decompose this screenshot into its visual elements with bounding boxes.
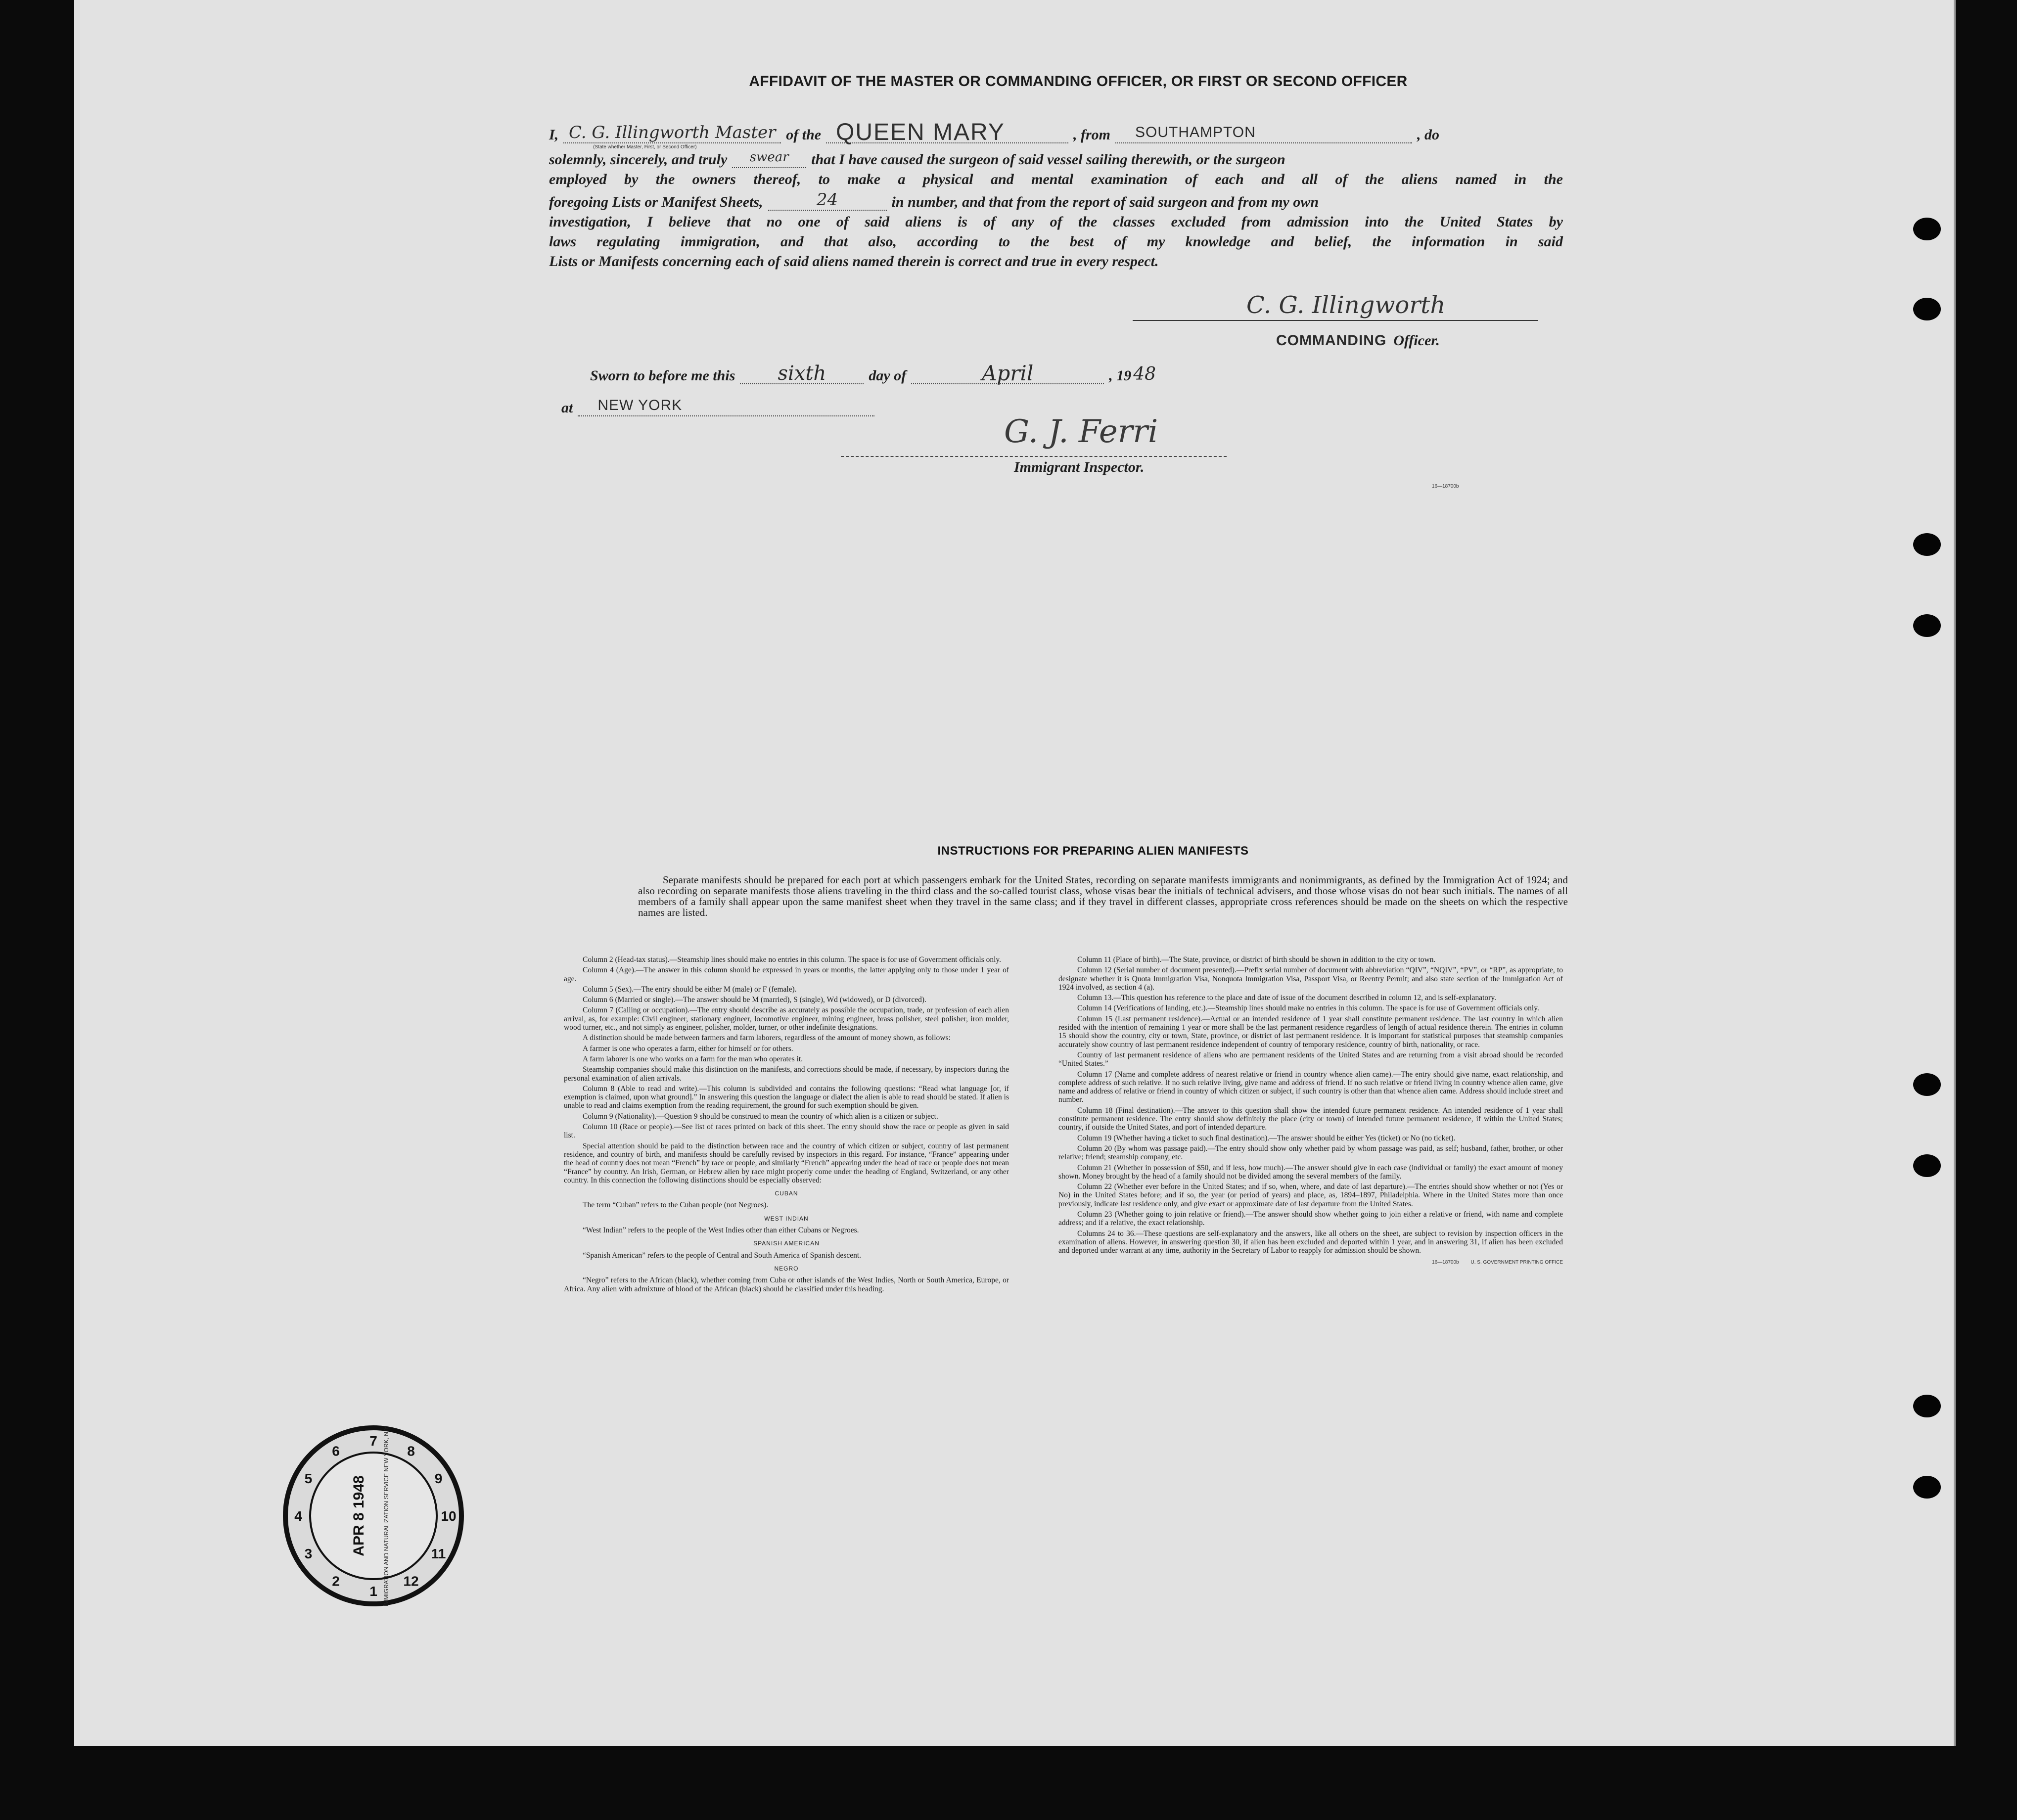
binder-hole xyxy=(1913,218,1941,240)
heading-spanish-american: SPANISH AMERICAN xyxy=(753,1240,820,1247)
west-indian-definition: “West Indian” refers to the people of the West Indies other than either Cubans or Negroes. xyxy=(583,1226,859,1235)
sheet-count-field: 24 xyxy=(768,190,887,211)
stamp-ring-digit: 5 xyxy=(304,1471,313,1486)
right-paragraph: Column 18 (Final destination).—The answer to this question shall show the intended future permanent residence. An intended residence of 1 year shall constitute permanent residence. The entry should show definitely the place (city or town) of intended future permanent residence, if within the United States; country, if outside the United States, and port of intended departure. xyxy=(1058,1106,1563,1132)
stamp-ring-digit: 12 xyxy=(403,1573,419,1589)
binder-hole xyxy=(1913,1395,1941,1417)
left-paragraph: Column 4 (Age).—The answer in this column should be expressed in years or months, the latter applying only to those under 1 year of age. xyxy=(564,966,1009,983)
left-paragraph: Column 8 (Able to read and write).—This column is subdivided and contains the following questions: “Read what language [or, if exemption is claimed, upon what ground].” In answering this question the language or dialect the alien is able to read should be stated. If alien is unable to read and claims exemption from the reading requirement, the ground for such exemption should be given. xyxy=(564,1084,1009,1110)
stamp-ring-digit: 9 xyxy=(434,1471,443,1486)
footer-printing-office: U. S. GOVERNMENT PRINTING OFFICE xyxy=(1470,1259,1563,1265)
right-paragraph: Column 14 (Verifications of landing, etc.).—Steamship lines should make no entries in this column. The space is for use of Government officials only. xyxy=(1077,1004,1539,1013)
right-paragraph: Column 13.—This question has reference to the place and date of issue of the document described in column 12, and is self-explanatory. xyxy=(1077,994,1496,1002)
right-paragraph: Columns 24 to 36.—These questions are self-explanatory and the answers, like all others on the sheet, are subject to revision by inspection officers in the examination of aliens. However, in answering question 30, if alien has been excluded and deported within 1 year, and in answering 31, if alien has been excluded and deported under warrant at any time, authority in the Secretary of Labor to reapply for admission should be shown. xyxy=(1058,1229,1563,1255)
stamp-date: APR 8 1948 xyxy=(351,1475,367,1556)
vessel-name: QUEEN MARY xyxy=(826,123,1068,143)
stamp-ring-digit: 4 xyxy=(294,1508,302,1524)
officer-title: COMMANDING Officer. xyxy=(1276,332,1440,349)
sworn-day-field: sixth xyxy=(740,364,864,384)
sworn-place-field: NEW YORK xyxy=(578,396,874,416)
oath-field: swear xyxy=(732,147,806,168)
stamp-text: IMMIGRATION AND NATURALIZATION SERVICE NEW YORK, N.Y. xyxy=(383,1425,390,1607)
sworn-line: Sworn to before me this sixth day of April , 19 48 xyxy=(590,361,1156,385)
port-name: SOUTHAMPTON xyxy=(1115,123,1412,143)
binder-hole xyxy=(1913,1476,1941,1499)
stamp-ring-digit: 8 xyxy=(407,1443,415,1459)
cuban-definition: The term “Cuban” refers to the Cuban people (not Negroes). xyxy=(583,1201,769,1210)
right-paragraph: Column 23 (Whether going to join relative or friend).—The answer should show whether going to join either a relative or friend, with name and complete address; and if a relative, the exact relationship. xyxy=(1058,1210,1563,1228)
affidavit-body xyxy=(549,119,1563,270)
left-paragraph: Column 5 (Sex).—The entry should be either M (male) or F (female). xyxy=(583,985,797,994)
instructions-footer xyxy=(1058,1257,1563,1267)
right-paragraph: Column 15 (Last permanent residence).—Actual or an intended residence of 1 year shall constitute permanent residence. The last country in which alien resided with the intention of remaining 1 year or more shall be the last permanent residence regardless of length of actual residence therein. The entries in column 15 should show the country, city or town, State, province, or district of last permanent residence. It is important for statistical purposes that steamship companies accurately show country of last permanent residence independent of country of temporary residence, country of birth, nationality, or race. xyxy=(1058,1014,1563,1049)
binder-hole xyxy=(1913,614,1941,637)
left-paragraph: Steamship companies should make this distinction on the manifests, and corrections should be made, if necessary, by inspectors during the personal examination of alien arrivals. xyxy=(564,1065,1009,1083)
left-paragraph: Column 9 (Nationality).—Question 9 should be construed to mean the country of which alien is a citizen or subject. xyxy=(583,1112,938,1121)
document-page xyxy=(74,0,1956,1746)
sworn-month-field: April xyxy=(911,364,1104,384)
binder-hole xyxy=(1913,298,1941,320)
stamp-graphic xyxy=(282,1424,465,1607)
right-paragraph: Column 17 (Name and complete address of nearest relative or friend in country whence alien came).—The entry should give name, exact relationship, and complete address of such relative. If no such relative living, give name and address of friend. If no such relative or friend living in country whence alien came, give name and address of relative or friend in country of which citizen or subject, if such country is other than that whence alien came. Address should include street and number. xyxy=(1058,1070,1563,1104)
stamp-ring-digit: 1 xyxy=(369,1584,377,1599)
right-paragraph: Column 22 (Whether ever before in the United States; and if so, when, where, and date of last departure).—The entries should show whether or not (Yes or No) in the United States before; and if so, the year (or period of years) and place, as, 1894–1897, Philadelphia. Where in the United States more than once previously, indicate last residence only, and give exact or approximate date of last departure from the United States. xyxy=(1058,1183,1563,1208)
right-paragraph: Column 19 (Whether having a ticket to such final destination).—The answer should be either Yes (ticket) or No (no ticket). xyxy=(1077,1134,1456,1142)
officer-name-field: C. G. Illingworth Master xyxy=(563,123,781,143)
right-paragraph: Column 20 (By whom was passage paid).—The entry should show only whether paid by whom passage was paid, as self; husband, father, brother, or other relative; friend; steamship company, etc. xyxy=(1058,1144,1563,1162)
left-paragraph: A farm laborer is one who works on a farm for the man who operates it. xyxy=(583,1054,803,1063)
inspector-label: Immigrant Inspector. xyxy=(1014,459,1145,475)
form-code: 16—18700b xyxy=(1432,484,1459,489)
inspector-signature-line xyxy=(841,413,1227,457)
affidavit-line-7: Lists or Manifests concerning each of said aliens named therein is correct and true in every respect. xyxy=(549,253,1159,270)
immigration-date-stamp xyxy=(282,1424,465,1607)
sworn-year: 48 xyxy=(1133,364,1156,384)
left-paragraph: Special attention should be paid to the distinction between race and the country of which citizen or subject, country of last permanent residence, and country of birth, and manifests should be carefully revised by inspectors in this regard. For instance, “France” appearing under the head of country does not mean “French” by race or people, and similarly “French” appearing under the head of race or people does not mean “France” by country. An Irish, German, or Hebrew alien by race might properly come under the heading of England, Switzerland, or any other country. In this connection the following distinctions should be especially observed: xyxy=(564,1141,1009,1184)
instructions-intro: Separate manifests should be prepared for each port at which passengers embark for the United States, recording on separate manifests immigrants and nonimmigrants, as defined by the Immigration Act of 1924; and also recording on separate manifests those aliens traveling in the third class and the so-called tourist class, whose visas bear the initials of technical advisers, and those whose visas do not bear such initials. The names of all members of a family shall appear upon the same manifest sheet when they travel in the same class; and if they travel in different classes, appropriate cross references should be made on the sheets on which the respective names are listed. xyxy=(638,874,1568,918)
instructions-title: INSTRUCTIONS FOR PREPARING ALIEN MANIFESTS xyxy=(937,844,1249,858)
affidavit-line-1: I, C. G. Illingworth Master (State whether Master, First, or Second Officer) of the QUEEN MARY , from SOUTHAMPTON , do xyxy=(549,119,1440,150)
instructions-left-column xyxy=(564,956,1009,1295)
inspector-signature: G. J. Ferri xyxy=(1004,413,1158,450)
sworn-place-line: at NEW YORK xyxy=(561,396,879,416)
affidavit-line-2: solemnly, sincerely, and truly swear that I have caused the surgeon of said vessel sailing therewith, or the surgeon xyxy=(549,146,1563,168)
right-paragraph: Column 12 (Serial number of document presented).—Prefix serial number of document with abbreviation “QIV”, “NQIV”, “PV”, or “RP”, as appropriate, to designate whether it is Quota Immigration Visa, Nonquota Immigration Visa, Passport Visa, or Reentry Permit; and also state section of the Immigration Act of 1924 involved, as section 4 (a). xyxy=(1058,966,1563,992)
spanish-american-definition: “Spanish American” refers to the people of Central and South America of Spanish descent. xyxy=(583,1251,862,1260)
stamp-ring-digit: 3 xyxy=(304,1546,313,1561)
stamp-ring-digit: 6 xyxy=(332,1443,340,1459)
left-paragraph: Column 2 (Head-tax status).—Steamship lines should make no entries in this column. The space is for use of Government officials only. xyxy=(583,956,1002,964)
instructions-right-column xyxy=(1058,956,1563,1267)
stamp-ring-digit: 7 xyxy=(369,1433,377,1449)
affidavit-line-5: investigation, I believe that no one of said aliens is of any of the classes excluded from admission into the United States by xyxy=(549,214,1563,230)
right-paragraph: Country of last permanent residence of aliens who are permanent residents of the United States and are returning from a visit abroad should be recorded “United States.” xyxy=(1058,1050,1563,1068)
officer-note: (State whether Master, First, or Second Officer) xyxy=(593,144,697,150)
heading-cuban: CUBAN xyxy=(775,1190,798,1197)
heading-negro: NEGRO xyxy=(774,1265,799,1272)
left-paragraph: Column 7 (Calling or occupation).—The entry should describe as accurately as possible the occupation, trade, or profession of each alien arrival, as, for example: Civil engineer, stationary engineer, locomotive engineer, mining engineer, brass polisher, steel polisher, iron molder, wood turner, etc., and not simply as engineer, polisher, molder, turner, or other indefinite designations. xyxy=(564,1006,1009,1032)
right-paragraph: Column 11 (Place of birth).—The State, province, or district of birth should be shown in addition to the city or town. xyxy=(1077,956,1436,964)
stamp-ring-digit: 10 xyxy=(441,1508,457,1524)
binder-hole xyxy=(1913,1154,1941,1177)
affidavit-line-6: laws regulating immigration, and that also, according to the best of my knowledge and belief, the information in said xyxy=(549,233,1563,250)
stamp-ring-digit: 11 xyxy=(431,1546,446,1561)
left-paragraph: A farmer is one who operates a farm, either for himself or for others. xyxy=(583,1044,793,1053)
affidavit-title: AFFIDAVIT OF THE MASTER OR COMMANDING OFFICER, OR FIRST OR SECOND OFFICER xyxy=(749,73,1408,90)
master-signature: C. G. Illingworth xyxy=(1246,291,1446,319)
left-paragraph: Column 6 (Married or single).—The answer should be M (married), S (single), Wd (widowed), or D (divorced). xyxy=(583,996,926,1004)
commanding-stamp: COMMANDING xyxy=(1276,332,1387,349)
affidavit-line-3: employed by the owners thereof, to make a physical and mental examination of each and all of the aliens named in the xyxy=(549,171,1563,187)
right-paragraph: Column 21 (Whether in possession of $50, and if less, how much).—The answer should give in each case (individual or family) the exact amount of money shown. Money brought by the head of a family should not be divided among the several members of the family. xyxy=(1058,1163,1563,1181)
heading-west-indian: WEST INDIAN xyxy=(764,1215,809,1222)
left-paragraph: A distinction should be made between farmers and farm laborers, regardless of the amount of money shown, as follows: xyxy=(583,1034,951,1043)
negro-definition: “Negro” refers to the African (black), whether coming from Cuba or other islands of the West Indies, North or South America, Europe, or Africa. Any alien with admixture of blood of the African (black) should be classified under this heading. xyxy=(564,1276,1009,1293)
affidavit-line-4: foregoing Lists or Manifest Sheets, 24 in number, and that from the report of said surgeon and from my own xyxy=(549,190,1319,210)
footer-form-code: 16—18700b xyxy=(1432,1259,1459,1265)
binder-hole xyxy=(1913,533,1941,556)
left-paragraph: Column 10 (Race or people).—See list of races printed on back of this sheet. The entry should show the race or people as given in said list. xyxy=(564,1123,1009,1140)
master-signature-line xyxy=(1133,289,1538,321)
binder-hole xyxy=(1913,1073,1941,1096)
stamp-ring-digit: 2 xyxy=(332,1573,340,1589)
